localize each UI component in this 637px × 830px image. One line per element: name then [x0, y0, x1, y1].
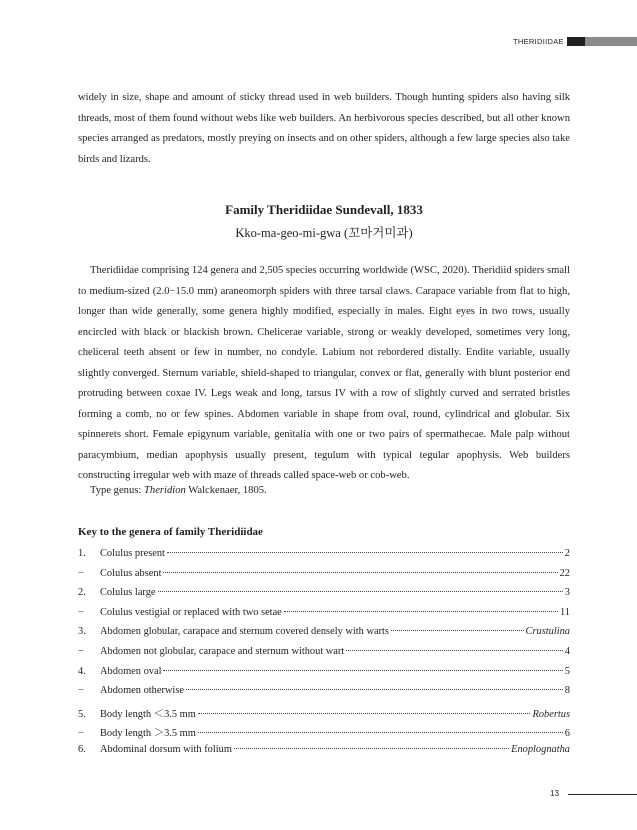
leader-dots [284, 611, 558, 612]
key-row-text: Colulus present [100, 548, 165, 559]
key-row-text: Abdominal dorsum with folium [100, 743, 232, 755]
key-row-genus: Robertus [532, 708, 570, 720]
key-row-genus: Enoplognatha [511, 743, 570, 755]
key-row-number: − [78, 645, 84, 657]
key-row-number: 1. [78, 548, 86, 559]
key-row-text: Abdomen globular, carapace and sternum covered densely with warts [100, 626, 389, 638]
key-row-number: 2. [78, 587, 86, 599]
key-row [78, 724, 570, 744]
key-row [78, 646, 570, 666]
key-row-number: 6. [78, 743, 86, 755]
description-paragraph: Theridiidae comprising 124 genera and 2,505 species occurring worldwide (WSC, 2020). Theridiid spiders small to medium-sized (2.0−15.0 mm) araneomorph spiders with three tarsal claws. Carapace variable from flat to high, longer than wide generally, some genera highly modified, especially in males. Eight eyes in two rows, usually encircled with black or blackish brown. Chelicerae variable, strong or weakly developed, sometimes very long, cheliceral teeth absent or few in number, no condyle. Labium not rebordered distally. Endite variable, usually slightly converged. Sternum variable, shield-shaped to triangular, convex or flat, generally with blunt posterior end protruding between coxae IV. Legs weak and long, tarsus IV with a row of slightly curved and serrated bristles forming a comb, no or few spines. Abdomen variable in shape from oval, round, cylindrical and globular. Six spinnerets short. Female epigynum variable, genitalia with one or two pairs of spermathecae. Male palp without paracymbium, median apophysis usually present, tegulum with typical tegular apophysis. Web builders constructing irregular web with maze of threads called space-web or cob-web. [78, 265, 570, 481]
key-row-text: Abdomen oval [100, 665, 162, 677]
key-row-text: Colulus absent [100, 567, 162, 579]
key-row-number: − [78, 567, 84, 579]
key-row-text: Abdomen otherwise [100, 685, 184, 697]
header-bar-grey [585, 37, 637, 46]
key-row-target: 6 [564, 728, 570, 740]
key-list [78, 548, 570, 764]
key-row-target: 22 [559, 567, 570, 579]
key-row-target: 3 [564, 587, 570, 599]
key-heading: Key to the genera of family Theridiidae [78, 526, 263, 538]
key-row-number: 4. [78, 665, 86, 677]
key-row-target: 8 [564, 685, 570, 697]
family-korean-name: Kko-ma-geo-mi-gwa (꼬마거미과) [235, 226, 413, 240]
key-row-number: − [78, 685, 84, 697]
leader-dots [198, 732, 563, 733]
header-bar-dark [567, 37, 585, 46]
key-row [78, 568, 570, 588]
key-row-text: Body length ＞3.5 mm [100, 728, 196, 740]
key-row-target: 5 [564, 665, 570, 677]
key-row [78, 685, 570, 705]
key-row [78, 705, 570, 725]
leader-dots [186, 689, 563, 690]
key-row-target: 2 [564, 548, 570, 559]
family-title: Family Theridiidae Sundevall, 1833 [225, 202, 423, 217]
leader-dots [346, 650, 563, 651]
leader-dots [167, 552, 563, 553]
leader-dots [158, 591, 563, 592]
key-row-number: − [78, 728, 84, 740]
key-row-number: 3. [78, 626, 86, 638]
key-row-text: Colulus vestigial or replaced with two setae [100, 606, 282, 618]
footer-rule [568, 794, 637, 795]
leader-dots [163, 670, 562, 671]
type-genus-label: Type genus: [90, 485, 142, 496]
key-row [78, 548, 570, 568]
key-row-text: Body length ＜3.5 mm [100, 708, 196, 720]
key-row [78, 607, 570, 627]
key-row [78, 666, 570, 686]
header-bar [567, 37, 637, 46]
intro-paragraph: widely in size, shape and amount of sticky thread used in web builders. Though hunting spiders also having silk threads, most of them found without webs like web builders. An herbivorous species described, but all other known species arranged as predators, mostly preying on insects and on other spiders, although a few large species also take birds and lizards. [78, 92, 570, 165]
key-row-target: 4 [564, 645, 570, 657]
leader-dots [234, 748, 509, 749]
key-row-number: 5. [78, 708, 86, 720]
leader-dots [391, 630, 524, 631]
key-row-text: Colulus large [100, 587, 156, 599]
key-row [78, 626, 570, 646]
leader-dots [198, 713, 531, 714]
key-row-genus: Crustulina [525, 626, 570, 638]
type-genus-name: Theridion [144, 485, 186, 496]
key-row-number: − [78, 606, 84, 618]
leader-dots [163, 572, 557, 573]
key-row-target: 11 [559, 606, 570, 618]
key-row [78, 744, 570, 764]
key-row-text: Abdomen not globular, carapace and sternum without wart [100, 645, 345, 657]
type-genus-authority: Walckenaer, 1805. [188, 485, 267, 496]
page-number: 13 [550, 789, 559, 798]
type-genus [90, 485, 267, 496]
running-header: THERIDIIDAE [513, 37, 564, 46]
key-row [78, 587, 570, 607]
